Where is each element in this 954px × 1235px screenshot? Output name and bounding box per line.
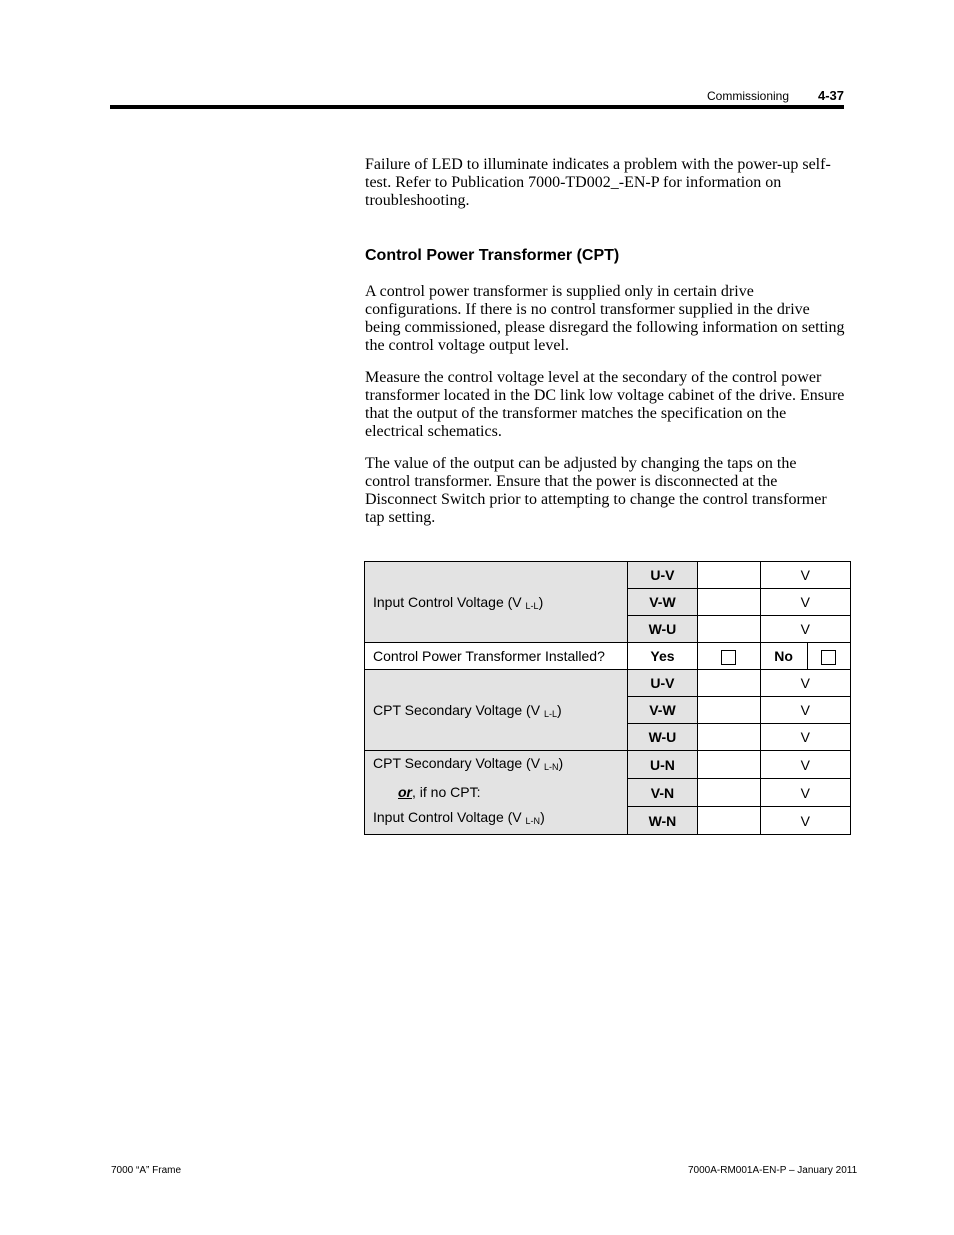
voltage-entry-field[interactable] xyxy=(697,807,760,835)
unit-label: V xyxy=(760,697,850,724)
no-cell xyxy=(760,643,850,670)
voltage-entry-field[interactable] xyxy=(697,670,760,697)
paragraph-cpt-supplied: A control power transformer is supplied only in certain drive configurations. If there is no control transformer supplied in the drive being commissioned, please disregard the following information on setting the control voltage output level. xyxy=(365,283,845,354)
phase-label: V-N xyxy=(628,779,697,807)
phase-label: U-V xyxy=(628,562,697,589)
phase-label: W-N xyxy=(628,807,697,835)
voltage-entry-field[interactable] xyxy=(697,779,760,807)
cpt-secondary-ln-line: CPT Secondary Voltage (V $_{L-N}$) xyxy=(373,755,564,772)
unit-label: V xyxy=(760,562,850,589)
voltage-entry-field[interactable] xyxy=(697,589,760,616)
input-control-voltage-label: Input Control Voltage (V $_{L-L}$) xyxy=(365,562,628,643)
header-rule xyxy=(110,105,844,109)
phase-label: V-W xyxy=(628,589,697,616)
phase-label: U-N xyxy=(628,751,697,779)
header-section-title: Commissioning xyxy=(707,89,790,103)
input-control-ln-line: Input Control Voltage (V $_{L-N}$) xyxy=(373,809,545,826)
footer-right: 7000A-RM001A-EN-P – January 2011 xyxy=(688,1165,858,1176)
yes-checkbox-cell xyxy=(697,643,760,670)
voltage-entry-field[interactable] xyxy=(697,616,760,643)
no-checkbox[interactable] xyxy=(821,650,836,665)
no-label: No xyxy=(761,643,808,669)
intro-paragraph: Failure of LED to illuminate indicates a problem with the power-up self-test. Refer to Publication 7000-TD002_-EN-P for information on troubleshooting. xyxy=(365,156,831,209)
table-row xyxy=(365,562,851,589)
table-row xyxy=(365,670,851,697)
unit-label: V xyxy=(760,616,850,643)
table-row xyxy=(365,751,851,779)
voltage-entry-field[interactable] xyxy=(697,697,760,724)
voltage-entry-field[interactable] xyxy=(697,751,760,779)
voltage-entry-field[interactable] xyxy=(697,562,760,589)
or-if-no-cpt-line: or, if no CPT: xyxy=(398,784,481,800)
line-neutral-voltage-label xyxy=(365,751,628,835)
voltage-record-table xyxy=(364,561,851,835)
cpt-secondary-voltage-label: CPT Secondary Voltage (V $_{L-L}$) xyxy=(365,670,628,751)
section-heading: Control Power Transformer (CPT) xyxy=(365,247,620,264)
paragraph-adjust-taps: The value of the output can be adjusted by changing the taps on the control transformer. Ensure that the power is disconnected at the Disconnect Switch prior to attempting to change the control transformer tap setting. xyxy=(365,455,827,526)
header-page-number: 4-37 xyxy=(818,88,845,103)
cpt-installed-label: Control Power Transformer Installed? xyxy=(365,643,628,670)
yes-label: Yes xyxy=(628,643,697,670)
phase-label: V-W xyxy=(628,697,697,724)
phase-label: W-U xyxy=(628,724,697,751)
phase-label: U-V xyxy=(628,670,697,697)
unit-label: V xyxy=(760,751,850,779)
footer-left: 7000 “A” Frame xyxy=(111,1165,182,1176)
unit-label: V xyxy=(760,724,850,751)
paragraph-measure-voltage: Measure the control voltage level at the secondary of the control power transformer located in the DC link low voltage cabinet of the drive. Ensure that the output of the transformer matches the specification on the electrical schematics. xyxy=(365,369,845,440)
unit-label: V xyxy=(760,589,850,616)
yes-checkbox[interactable] xyxy=(721,650,736,665)
unit-label: V xyxy=(760,807,850,835)
voltage-entry-field[interactable] xyxy=(697,724,760,751)
table-row xyxy=(365,643,851,670)
unit-label: V xyxy=(760,779,850,807)
phase-label: W-U xyxy=(628,616,697,643)
unit-label: V xyxy=(760,670,850,697)
